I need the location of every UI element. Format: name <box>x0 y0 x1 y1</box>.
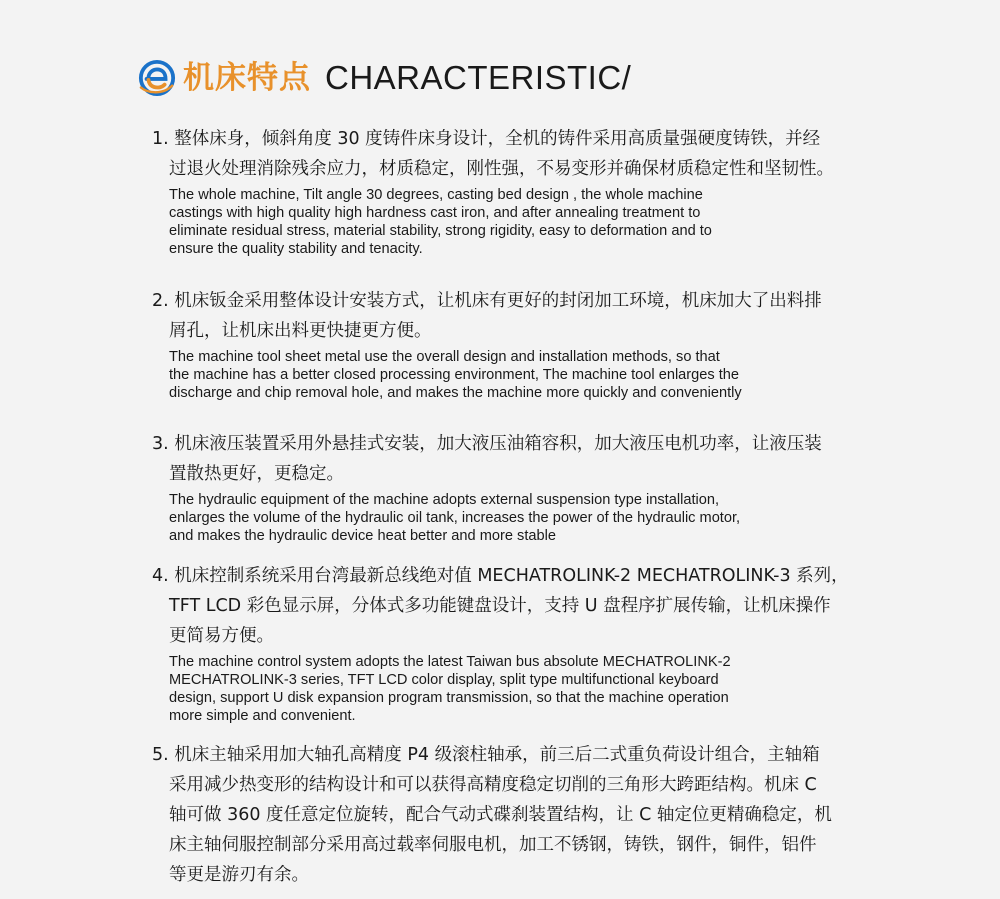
feature-4-en-line-1: The machine control system adopts the latest Taiwan bus absolute MECHATROLINK-2 <box>169 654 731 670</box>
feature-2-cn-line-1: 2. 机床钣金采用整体设计安装方式，让机床有更好的封闭加工环境，机床加大了出料排 <box>152 291 822 311</box>
feature-item-4 <box>152 561 852 725</box>
feature-item-2 <box>152 286 852 402</box>
section-header <box>138 56 631 100</box>
feature-item-3 <box>152 429 852 545</box>
feature-2-en-text <box>152 348 852 402</box>
feature-4-cn-line-2: TFT LCD 彩色显示屏，分体式多功能键盘设计，支持 U 盘程序扩展传输，让机床操作 <box>169 596 831 616</box>
feature-4-cn-line-3: 更简易方便。 <box>169 626 274 646</box>
feature-1-cn-line-1: 1. 整体床身，倾斜角度 30 度铸件床身设计，全机的铸件采用高质量强硬度铸铁，并经 <box>152 129 821 149</box>
feature-2-en-line-2: the machine has a better closed processing environment, The machine tool enlarges the <box>169 367 740 383</box>
feature-3-en-line-1: The hydraulic equipment of the machine adopts external suspension type installation, <box>169 492 720 508</box>
feature-item-1 <box>152 124 852 258</box>
feature-3-cn-line-1: 3. 机床液压装置采用外悬挂式安装，加大液压油箱容积，加大液压电机功率，让液压装 <box>152 434 822 454</box>
feature-3-cn-line-2: 置散热更好，更稳定。 <box>169 464 344 484</box>
feature-2-en-line-3: discharge and chip removal hole, and makes the machine more quickly and conveniently <box>169 385 742 401</box>
company-logo-icon <box>138 59 176 97</box>
feature-4-en-line-2: MECHATROLINK-3 series, TFT LCD color display, split type multifunctional keyboard <box>169 672 719 688</box>
feature-5-cn-line-5: 等更是游刃有余。 <box>169 865 309 885</box>
feature-4-en-line-4: more simple and convenient. <box>169 708 356 724</box>
feature-3-en-line-2: enlarges the volume of the hydraulic oil tank, increases the power of the hydraulic motor, <box>169 510 741 526</box>
feature-item-5 <box>152 740 852 890</box>
feature-4-en-line-3: design, support U disk expansion program transmission, so that the machine operation <box>169 690 729 706</box>
title-english: CHARACTERISTIC/ <box>325 59 632 96</box>
feature-1-en-text <box>152 186 852 258</box>
feature-3-en-line-3: and makes the hydraulic device heat better and more stable <box>169 528 556 544</box>
feature-1-en-line-1: The whole machine, Tilt angle 30 degrees, casting bed design , the whole machine <box>169 187 703 203</box>
feature-1-cn-line-2: 过退火处理消除残余应力，材质稳定，刚性强，不易变形并确保材质稳定性和坚韧性。 <box>169 159 834 179</box>
feature-5-cn-line-2: 采用减少热变形的结构设计和可以获得高精度稳定切削的三角形大跨距结构。机床 C <box>169 775 817 795</box>
feature-1-en-line-3: eliminate residual stress, material stability, strong rigidity, easy to deformation and to <box>169 223 712 239</box>
feature-2-cn-line-2: 屑孔，让机床出料更快捷更方便。 <box>169 321 432 341</box>
feature-5-cn-line-3: 轴可做 360 度任意定位旋转，配合气动式碟刹装置结构，让 C 轴定位更精确稳定，机 <box>169 805 832 825</box>
feature-4-cn-line-1: 4. 机床控制系统采用台湾最新总线绝对值 MECHATROLINK-2 MECHATROLINK-3 系列， <box>152 566 849 586</box>
feature-4-en-text <box>152 653 852 725</box>
title-chinese: 机床特点 <box>183 60 311 96</box>
feature-1-en-line-2: castings with high quality high hardness cast iron, and after annealing treatment to <box>169 205 701 221</box>
feature-2-en-line-1: The machine tool sheet metal use the overall design and installation methods, so that <box>169 349 720 365</box>
feature-1-en-line-4: ensure the quality stability and tenacity. <box>169 241 423 257</box>
feature-5-cn-line-4: 床主轴伺服控制部分采用高过载率伺服电机，加工不锈钢，铸铁，钢件，铜件，铝件 <box>169 835 817 855</box>
feature-5-cn-line-1: 5. 机床主轴采用加大轴孔高精度 P4 级滚柱轴承，前三后二式重负荷设计组合，主轴箱 <box>152 745 820 765</box>
feature-3-en-text <box>152 491 852 545</box>
